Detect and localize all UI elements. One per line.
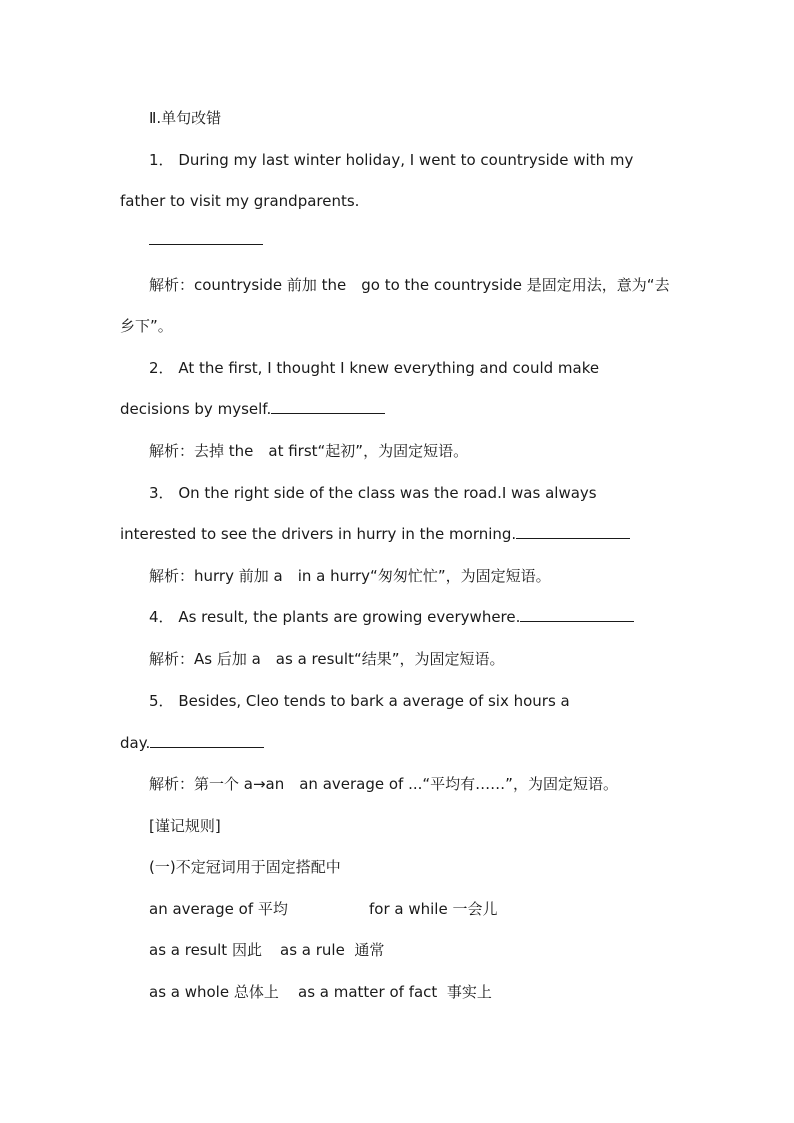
question-4-explanation: 解析：As 后加 a as a result“结果”，为固定短语。: [149, 650, 505, 668]
question-text: As result, the plants are growing everywhere.: [178, 608, 521, 626]
answer-blank: [271, 399, 385, 414]
rules-subheading: (一)不定冠词用于固定搭配中: [149, 858, 341, 876]
question-1-answer-blank: [149, 230, 263, 250]
question-number: 4．: [149, 608, 174, 626]
question-number: 2．: [149, 359, 174, 377]
question-5-line-2: [120, 733, 264, 753]
answer-blank: [520, 607, 634, 622]
question-5-explanation: 解析：第一个 a→an an average of ...“平均有……”，为固定短语。: [149, 775, 618, 793]
question-5-line-1: [149, 691, 570, 711]
phrase-item: as a rule 通常: [280, 941, 385, 959]
rules-heading: [谨记规则]: [149, 817, 221, 835]
question-number: 5．: [149, 692, 174, 710]
question-text: interested to see the drivers in hurry in the morning.: [120, 525, 517, 543]
question-number: 1．: [149, 151, 174, 169]
question-text: decisions by myself.: [120, 400, 272, 418]
answer-blank: [516, 524, 630, 539]
question-number: 3．: [149, 484, 174, 502]
phrase-item: as a matter of fact 事实上: [298, 983, 492, 1001]
phrase-row-2: [149, 940, 385, 960]
phrase-row-1: [149, 899, 498, 919]
question-2-line-2: [120, 399, 385, 419]
question-text: Besides, Cleo tends to bark a average of six hours a: [178, 692, 570, 710]
phrase-item: as a whole 总体上: [149, 983, 279, 1001]
question-text: During my last winter holiday, I went to countryside with my: [178, 151, 634, 169]
phrase-row-3: [149, 982, 492, 1002]
answer-blank: [150, 733, 264, 748]
phrase-item: as a result 因此: [149, 941, 262, 959]
question-3-line-1: [149, 483, 597, 503]
answer-blank: [149, 230, 263, 245]
question-1-explanation: 解析：countryside 前加 the go to the countryside 是固定用法，意为“去: [149, 276, 670, 294]
question-3-explanation: 解析：hurry 前加 a in a hurry“匆匆忙忙”，为固定短语。: [149, 567, 551, 585]
question-4-line-1: [149, 607, 634, 627]
question-3-line-2: [120, 524, 630, 544]
question-2-line-1: [149, 358, 599, 378]
question-text: day.: [120, 734, 151, 752]
question-1-line-1: [149, 150, 633, 170]
question-2-explanation: 解析：去掉 the at first“起初”，为固定短语。: [149, 442, 469, 460]
question-text: At the first, I thought I knew everything and could make: [178, 359, 600, 377]
phrase-item: for a while 一会儿: [369, 900, 498, 918]
phrase-item: an average of 平均: [149, 900, 288, 918]
question-1-line-2: father to visit my grandparents.: [120, 192, 360, 210]
question-1-explanation-cont: 乡下”。: [120, 317, 173, 335]
question-text: On the right side of the class was the road.I was always: [178, 484, 597, 502]
section-title: Ⅱ.单句改错: [149, 109, 222, 127]
